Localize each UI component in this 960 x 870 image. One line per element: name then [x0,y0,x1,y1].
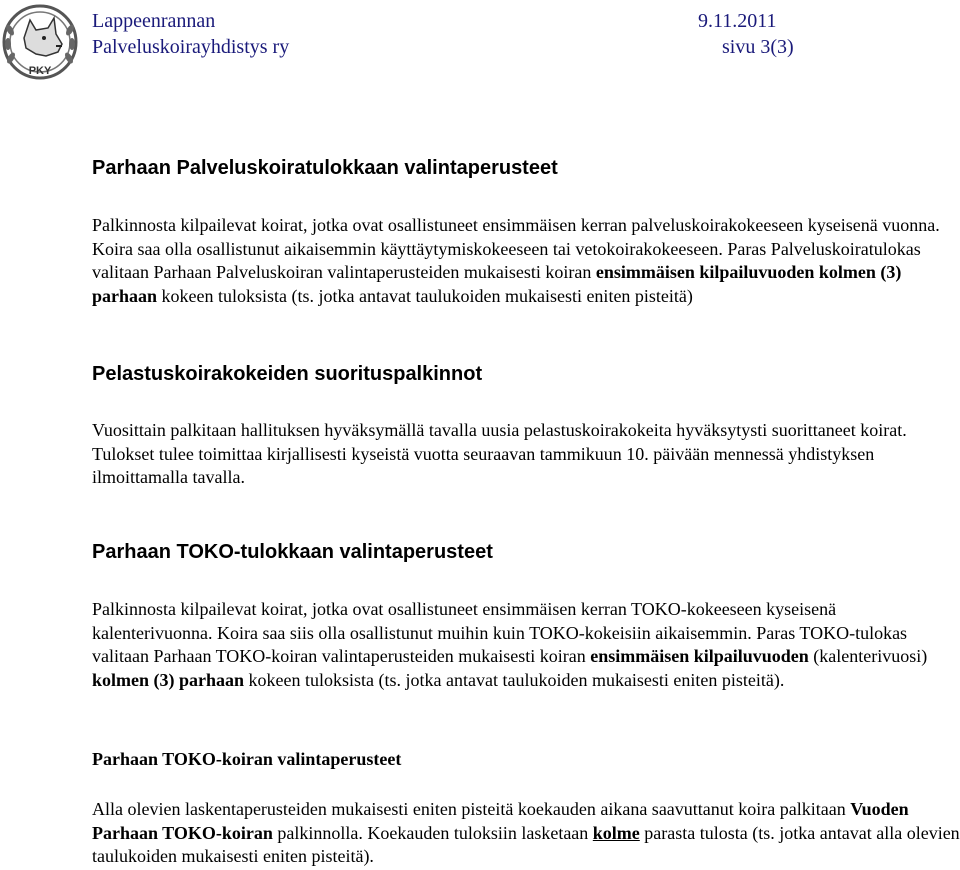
bold-underlined-text-run: kolme [592,822,640,843]
club-logo [0,0,80,84]
text-run: kokeen tuloksista (ts. jotka antavat taulukoiden mukaisesti eniten pisteitä). [244,669,785,690]
section-title-pelastuskoira: Pelastuskoirakokeiden suorituspalkinnot [92,363,483,385]
bold-text-run: Vuoden Parhaan TOKO-koiran [92,799,909,843]
bold-text-run: kolmen (3) parhaan [92,669,245,690]
text-run: kokeen tuloksista (ts. jotka antavat taulukoiden mukaisesti eniten pisteitä) [157,285,693,306]
org-name-line2: Palveluskoirayhdistys ry [92,36,290,58]
section-paragraph-toko-koira [92,798,960,869]
section-title-toko-tulokas: Parhaan TOKO-tulokkaan valintaperusteet [92,541,493,563]
bold-text-run: ensimmäisen kilpailuvuoden [590,646,809,667]
text-run: Palkinnosta kilpailevat koirat, jotka ovat osallistuneet ensimmäisen kerran TOKO-kokeeseen kyseisenä kalenterivuonna. Koira saa siis olla osallistunut muihin kuin TOKO-kokeisiin aikaisemmin. Paras TOKO-tulokas valitaan Parhaan TOKO-koiran valintaperusteiden mukaisesti koiran [92,599,908,667]
text-run: palkinnolla. Koekauden tuloksiin lasketaan [272,822,593,843]
section-paragraph-pelastuskoira: Vuosittain palkitaan hallituksen hyväksymällä tavalla uusia pelastuskoirakokeita hyväksytysti suorittaneet koirat. Tulokset tulee toimittaa kirjallisesti kyseistä vuotta seuraavan tammikuun 10. päivään mennessä yhdistyksen ilmoittamalla tavalla. [92,420,907,488]
page-number: sivu 3(3) [722,36,794,58]
document-date: 9.11.2011 [698,10,777,32]
dog-head-logo-icon [0,0,80,84]
section-title-toko-koira: Parhaan TOKO-koiran valintaperusteet [92,749,402,769]
logo-text: PKY [28,65,52,77]
text-run: Alla olevien laskentaperusteiden mukaisesti eniten pisteitä koekauden aikana saavuttanut koira palkitaan [92,799,851,819]
section-title-palveluskoiratulokas: Parhaan Palveluskoiratulokkaan valintaperusteet [92,157,558,179]
org-name-line1: Lappeenrannan [92,10,216,32]
text-run: parasta tulosta (ts. jotka antavat alla olevien taulukoiden mukaisesti eniten pisteitä). [92,822,960,867]
bold-text-run: ensimmäisen kilpailuvuoden kolmen (3) parhaan [92,262,902,306]
section-paragraph-palveluskoiratulokas [92,214,960,308]
text-run: (kalenterivuosi) [808,646,928,667]
section-paragraph-toko-tulokas [92,598,960,692]
text-run: Palkinnosta kilpailevat koirat, jotka ovat osallistuneet ensimmäisen kerran palveluskoirakokeeseen kyseisenä vuonna. Koira saa olla osallistunut aikaisemmin käyttäytymiskokeeseen tai vetokoirakokeeseen. Paras Palveluskoiratulokas valitaan Parhaan Palveluskoiran valintaperusteiden mukaisesti koiran [92,215,940,283]
